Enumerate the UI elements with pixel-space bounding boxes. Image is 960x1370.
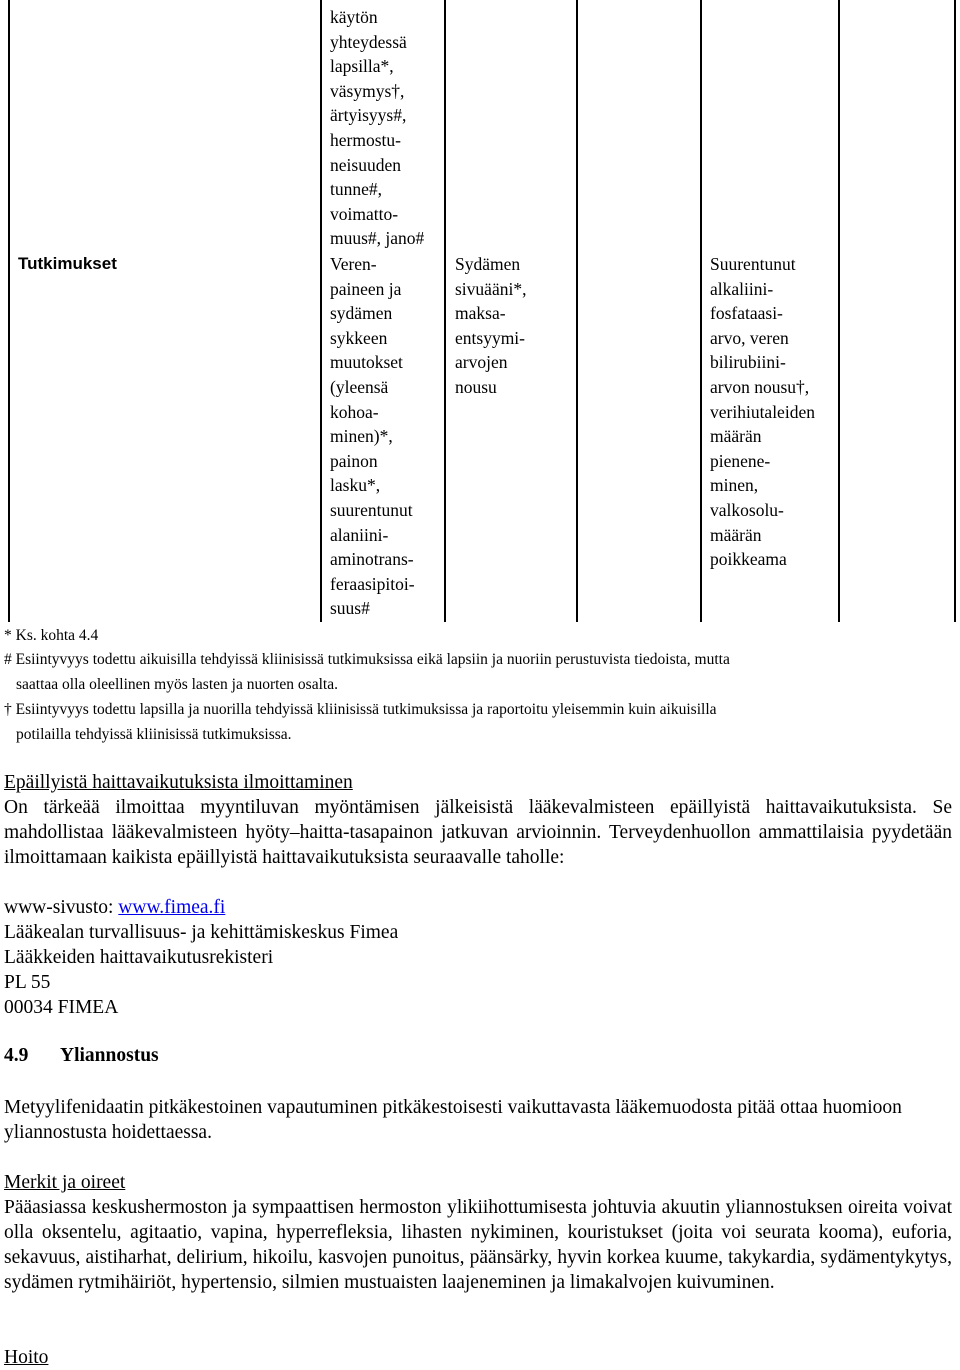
website-label: www-sivusto: <box>4 897 119 918</box>
address-line-3: PL 55 <box>4 972 51 993</box>
table-border-left <box>8 0 10 622</box>
footnote-star: * Ks. kohta 4.4 <box>4 627 99 644</box>
table-divider-1 <box>320 0 322 622</box>
address-line-2: Lääkkeiden haittavaikutusrekisteri <box>4 947 274 968</box>
section-number: 4.9 <box>4 1045 29 1066</box>
table-divider-4 <box>700 0 702 622</box>
address-line-1: Lääkealan turvallisuus- ja kehittämiskeskus Fimea <box>4 922 399 943</box>
address-line-4: 00034 FIMEA <box>4 997 119 1018</box>
section-title: Yliannostus <box>60 1045 159 1066</box>
signs-text: Pääasiassa keskushermoston ja sympaattisen hermoston ylikiihottumisesta johtuvia akuutin yliannostuksen oireita voivat olla oksentelu, agitaatio, vapina, hyperrefleksia, lihasten nykiminen, kouristukset (joita voi seurata kooma), euforia, sekavuus, aistiharhat, delirium, hikoilu, kasvojen punoitus, päänsärky, hyvin korkea kuume, takykardia, sydämentykytys, sydämen rytmihäiriöt, hypertensio, silmien mustuaisten laajeneminen ja limakalvojen kuivuminen. <box>4 1197 952 1293</box>
table-cell-col1: Veren- paineen ja sydämen sykkeen muutokset (yleensä kohoa- minen)*, painon lasku*, suurentunut alaniini- aminotrans- feraasipitoi- suus# <box>330 254 415 619</box>
table-cell-col1-continued: käytön yhteydessä lapsilla*, väsymys†, ärtyisyys#, hermostu- neisuuden tunne#, voimatto- muus#, jano# <box>330 7 425 249</box>
table-divider-2 <box>444 0 446 622</box>
website-line <box>4 895 952 920</box>
table-divider-3 <box>576 0 578 622</box>
reporting-heading: Epäillyistä haittavaikutuksista ilmoittaminen <box>4 772 353 793</box>
footnote-dagger <box>4 698 954 747</box>
footnote-dagger-line2: potilailla tehdyissä kliinisissä tutkimuksissa. <box>16 725 292 743</box>
footnote-hash <box>4 648 954 697</box>
table-divider-5 <box>838 0 840 622</box>
section-heading <box>4 1045 159 1067</box>
footnote-hash-line2: saattaa olla oleellinen myös lasten ja nuorten osalta. <box>16 675 338 693</box>
reporting-paragraph: On tärkeää ilmoittaa myyntiluvan myöntämisen jälkeisistä lääkevalmisteen epäillyistä haittavaikutuksista. Se mahdollistaa lääkevalmisteen hyöty–haitta-tasapainon jatkuvan arvioinnin. Terveydenhuollon ammattilaisia pyydetään ilmoittamaan kaikista epäillyistä haittavaikutuksista seuraavalle taholle: <box>4 797 952 868</box>
table-cell-col2: Sydämen sivuääni*, maksa- entsyymi- arvojen nousu <box>455 254 527 397</box>
section-intro: Metyylifenidaatin pitkäkestoinen vapautuminen pitkäkestoisesti vaikuttavasta lääkemuodosta pitää ottaa huomioon yliannostusta hoidettaessa. <box>4 1097 902 1143</box>
footnote-hash-line1: # Esiintyvyys todettu aikuisilla tehdyissä kliinisissä tutkimuksissa eikä lapsiin ja nuoriin perustuvista tiedoista, mutta <box>4 651 730 668</box>
fimea-link[interactable]: www.fimea.fi <box>118 897 226 918</box>
footnote-dagger-line1: † Esiintyvyys todettu lapsilla ja nuorilla tehdyissä kliinisissä tutkimuksissa ja raportoitu yleisemmin kuin aikuisilla <box>4 701 717 718</box>
table-row-label: Tutkimukset <box>18 254 117 273</box>
table-border-right <box>954 0 956 622</box>
treatment-heading: Hoito <box>4 1347 49 1368</box>
table-cell-col4: Suurentunut alkaliini- fosfataasi- arvo, veren bilirubiini- arvon nousu†, verihiutaleiden määrän pienene- minen, valkosolu- määrän poikkeama <box>710 254 815 570</box>
signs-heading: Merkit ja oireet <box>4 1172 126 1193</box>
